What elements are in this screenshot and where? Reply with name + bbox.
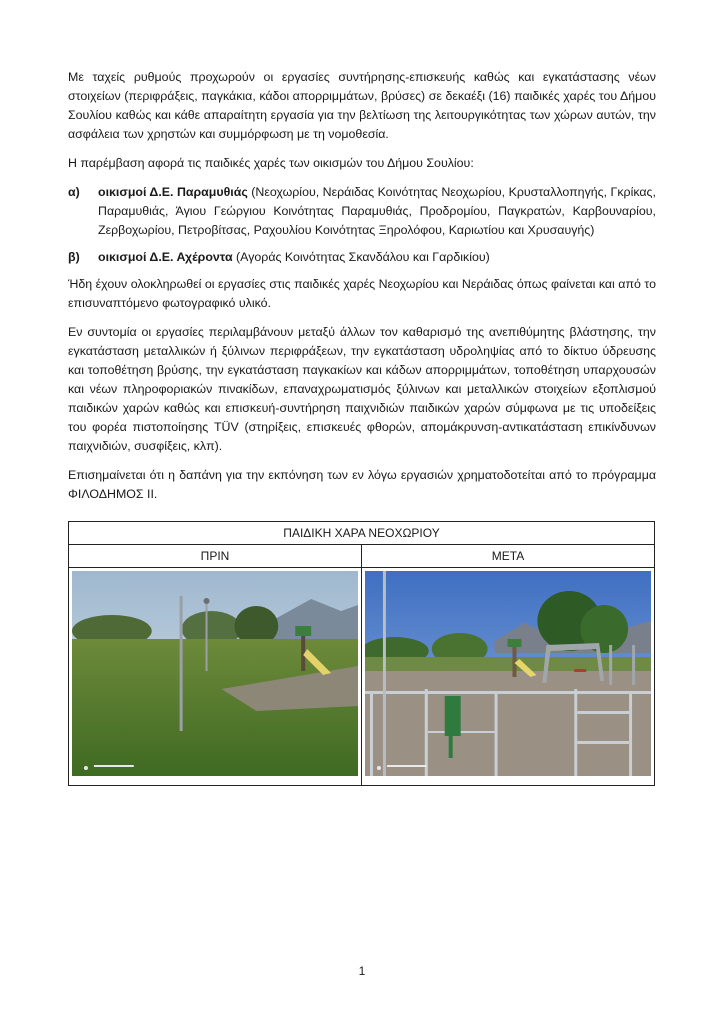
table-title: ΠΑΙΔΙΚΗ ΧΑΡΑ ΝΕΟΧΩΡΙΟΥ <box>69 522 655 545</box>
list-item <box>68 183 656 240</box>
after-photo-cell <box>362 568 655 786</box>
after-header: ΜΕΤΑ <box>362 545 655 568</box>
before-header: ΠΡΙΝ <box>69 545 362 568</box>
list-title: οικισμοί Δ.Ε. Παραμυθιάς <box>98 185 248 199</box>
list-body <box>98 248 656 267</box>
before-photo-cell <box>69 568 362 786</box>
list-title: οικισμοί Δ.Ε. Αχέροντα <box>98 250 233 264</box>
completed-paragraph: Ήδη έχουν ολοκληρωθεί οι εργασίες στις παιδικές χαρές Νεοχωρίου και Νεράιδας όπως φαίνεται και από το επισυναπτόμενο φωτογραφικό υλικό. <box>68 277 656 310</box>
before-photo <box>72 571 358 776</box>
photo-comparison-table <box>68 521 655 786</box>
scope-paragraph: Η παρέμβαση αφορά τις παιδικές χαρές των οικισμών του Δήμου Σουλίου: <box>68 156 474 170</box>
page-number: 1 <box>358 964 366 978</box>
list-detail: (Νεοχωρίου, Νεράιδας Κοινότητας Νεοχωρίου, Κρυσταλλοπηγής, Γκρίκας, Παραμυθιάς, Άγιου Γεώργιου Κοινότητας Παραμυθιάς, Προδρομίου, Παγκρατών, Καρβουναρίου, Ζερβοχωρίου, Πετροβίτσας, Ραχουλίου Κοινότητας Ξηρολόφου, Καριωτίου και Χρυσαυγής) <box>98 185 656 237</box>
after-photo <box>365 571 651 776</box>
list-marker: β) <box>68 250 80 264</box>
list-item <box>68 248 656 267</box>
works-paragraph: Εν συντομία οι εργασίες περιλαμβάνουν μεταξύ άλλων τον καθαρισμό της ανεπιθύμητης βλάστησης, την εγκατάσταση μεταλλικών ή ξύλινων περιφράξεων, την εγκατάσταση υδροληψίας από το δίκτυο ύδρευσης και τοποθέτηση βρύσης, την εγκατάσταση παγκακίων και κάδων απορριμμάτων, τοποθέτηση υπαρχουσών και νέων πληροφοριακών πινακίδων, επαναχρωματισμός ξύλινων και μεταλλικών στοιχείων εξοπλισμού παιδικών χαρών καθώς και επισκευή-συντήρηση παιχνιδιών παιδικών χαρών σύμφωνα με τις υποδείξεις του φορέα πιστοποίησης TÜV (στηρίξεις, επισκευές φθορών, απομάκρυνση-αντικατάσταση επικίνδυνων παιχνιδιών, συσφίξεις, κλπ). <box>68 325 656 453</box>
funding-paragraph: Επισημαίνεται ότι η δαπάνη για την εκπόνηση των εν λόγω εργασιών χρηματοδοτείται από το πρόγραμμα ΦΙΛΟΔΗΜΟΣ ΙΙ. <box>68 468 656 501</box>
intro-paragraph: Με ταχείς ρυθμούς προχωρούν οι εργασίες συντήρησης-επισκευής καθώς και εγκατάστασης νέων στοιχείων (περιφράξεις, παγκάκια, κάδοι απορριμμάτων, βρύσες) σε δεκαέξι (16) παιδικές χαρές του Δήμου Σουλίου καθώς και κάθε απαραίτητη εργασία για την βελτίωση της λειτουργικότητας των χώρων αυτών, την ασφάλεια των χρηστών και συμμόρφωση με τη νομοθεσία. <box>68 70 656 141</box>
list-detail: (Αγοράς Κοινότητας Σκανδάλου και Γαρδικίου) <box>232 250 490 264</box>
document-body <box>68 68 656 514</box>
list-body <box>98 183 656 240</box>
list-marker: α) <box>68 185 80 199</box>
